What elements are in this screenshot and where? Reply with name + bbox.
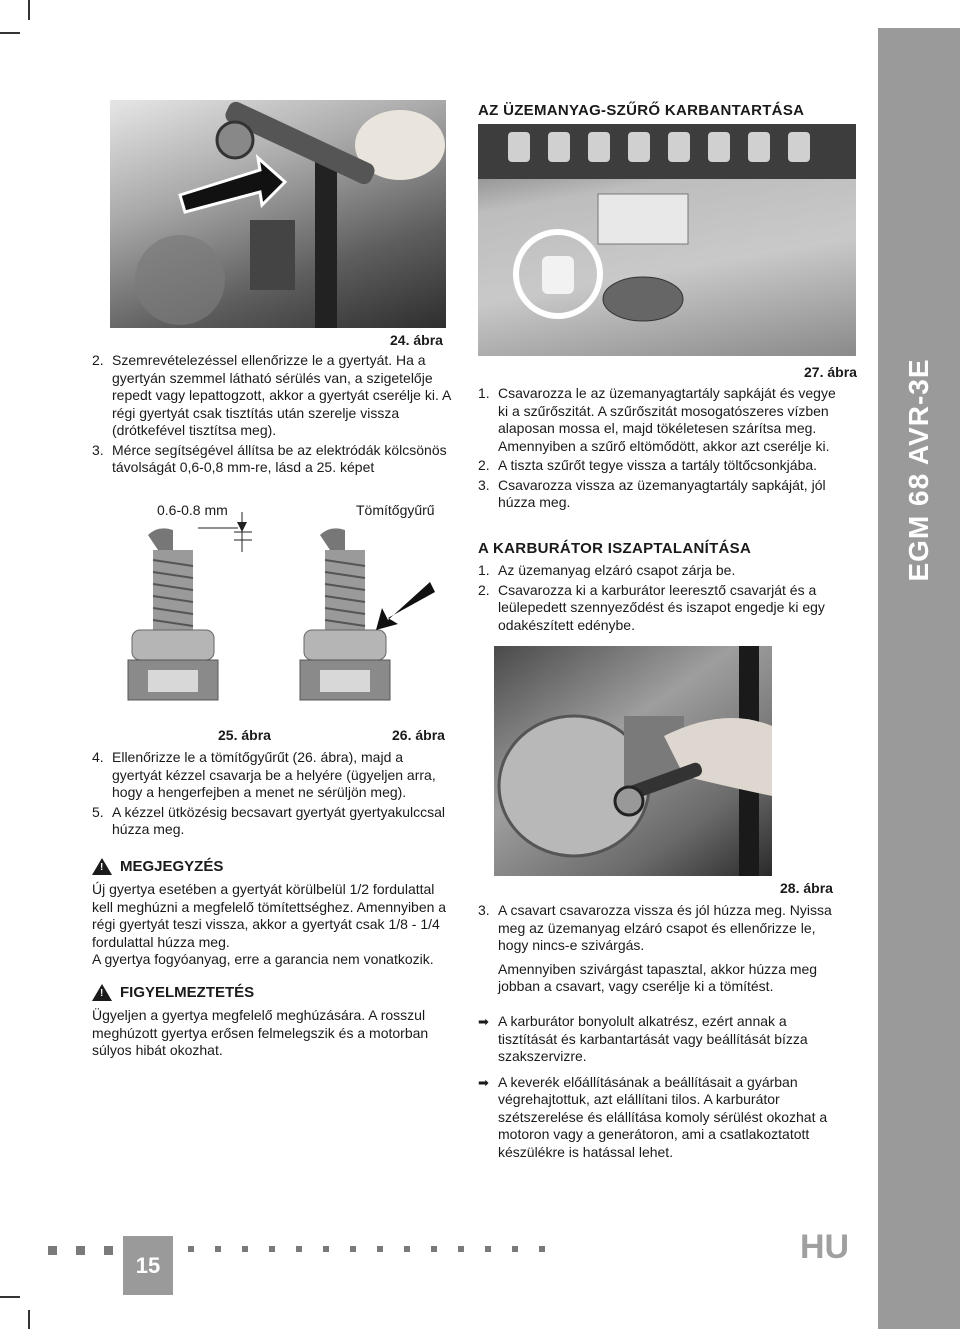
arrow-note	[478, 1074, 848, 1162]
arrow-right-icon: ➡	[478, 1014, 489, 1029]
figure-27-caption: 27. ábra	[804, 364, 857, 380]
sidebar-model: EGM 68 AVR-3E	[903, 358, 934, 582]
arrow-note-text: A keverék előállításának a beállításait a gyárban végrehajtottuk, azt elállítani tilos. A karburátor szétszerelése és elállítása komoly sérülést okozhat a motoron vagy a generátoron, ami a csatlakoztatott készülékre is hatással lehet.	[498, 1073, 828, 1160]
footer-square	[350, 1246, 356, 1252]
seal-label: Tömítőgyűrű	[356, 502, 435, 518]
language-code: HU	[800, 1228, 850, 1266]
footer-square	[215, 1246, 221, 1252]
list-number: 2.	[92, 352, 104, 368]
footer-square	[188, 1246, 194, 1252]
list-item	[478, 582, 848, 635]
figure-25-caption: 25. ábra	[218, 727, 271, 743]
figure-27-drawing	[478, 124, 856, 356]
crop-mark	[0, 32, 20, 34]
footer-square	[377, 1246, 383, 1252]
note-text: Új gyertya esetében a gyertyát körülbelül 1/2 fordulattal kell meghúzni a megfelelő tömítettséghez. Amennyiben a régi gyertyát teszi vissza, akkor a gyertyát csak 1/8 - 1/4 fordulattal húzza meg.	[92, 881, 447, 950]
list-number: 3.	[92, 441, 104, 458]
footer-square	[269, 1246, 275, 1252]
footer-square	[512, 1246, 518, 1252]
page-number: 15	[123, 1236, 173, 1295]
warning-title: FIGYELMEZTETÉS	[120, 984, 255, 1001]
list-text: Szemrevételezéssel ellenőrizze le a gyertyát. Ha a gyertyán szemmel látható sérülés van, a szigetelője repedt vagy lepattogzott, akkor a gyertyát cserélje ki. A régi gyertyát csak tisztítás után szerelje vissza (drótkefével tisztítsa meg).	[112, 352, 451, 438]
figure-28-drawing	[494, 646, 772, 876]
figure-24-drawing	[110, 100, 446, 328]
figure-24-photo	[110, 100, 446, 328]
gap-indicator	[234, 512, 254, 552]
plug-steps-a	[92, 352, 452, 479]
spark-plug-25	[118, 520, 238, 720]
crop-mark	[28, 1310, 30, 1329]
carb-arrow-notes	[478, 1013, 848, 1169]
list-number: 4.	[92, 749, 104, 765]
list-text: Csavarozza le az üzemanyagtartály sapkáját és vegye ki a szűrőszitát. A szűrőszitát mosogatószeres vízben alaposan mossa el, majd tökéletesen szárítsa meg. Amennyiben a szűrő eltömődött, akkor azt cserélje ki.	[498, 385, 836, 454]
list-item	[478, 562, 848, 580]
list-text: A tiszta szűrőt tegye vissza a tartály töltőcsonkjába.	[498, 457, 818, 473]
gap-label: 0.6-0.8 mm	[157, 502, 228, 518]
footer-square	[323, 1246, 329, 1252]
filter-title: AZ ÜZEMANYAG-SZŰRŐ KARBANTARTÁSA	[478, 102, 805, 119]
list-number: 5.	[92, 803, 104, 820]
list-number: 2.	[478, 581, 490, 598]
footer-square	[242, 1246, 248, 1252]
warning-box	[92, 984, 452, 1060]
list-item	[92, 749, 452, 802]
list-text: Csavarozza ki a karburátor leeresztő csavarját és a leülepedett szennyeződést és iszapot engedje ki egy odakészített edénybe.	[498, 581, 825, 633]
list-number: 2.	[478, 457, 490, 473]
warning-triangle-icon: !	[92, 984, 112, 1001]
seal-arrow-icon	[376, 582, 435, 630]
list-item	[92, 352, 452, 440]
list-item	[478, 457, 848, 475]
list-item	[92, 442, 452, 477]
warning-text: Ügyeljen a gyertya megfelelő meghúzására. A rosszul meghúzott gyertya erősen felmelegszik és a motorban súlyos hibát okozhat.	[92, 1007, 429, 1058]
footer-square	[485, 1246, 491, 1252]
arrow-note	[478, 1013, 848, 1066]
warning-heading	[92, 984, 452, 1001]
carb-title: A KARBURÁTOR ISZAPTALANÍTÁSA	[478, 540, 752, 557]
figure-27-photo	[478, 124, 856, 356]
list-number: 1.	[478, 562, 490, 578]
arrow-right-icon: ➡	[478, 1074, 489, 1090]
footer-square	[539, 1246, 545, 1252]
list-text: Mérce segítségével állítsa be az elektródák kölcsönös távolságát 0,6-0,8 mm-re, lásd a 25. képet	[112, 441, 447, 475]
footer-square	[431, 1246, 437, 1252]
list-text: Az üzemanyag elzáró csapot zárja be.	[498, 562, 736, 578]
warning-triangle-icon: !	[92, 858, 112, 875]
note-heading	[92, 858, 452, 875]
plug-steps-b	[92, 749, 452, 841]
list-text: Ellenőrizze le a tömítőgyűrűt (26. ábra), majd a gyertyát kézzel csavarja be a helyére (ügyeljen arra, hogy a hengerfejben a menet ne sérüljön meg).	[112, 749, 436, 800]
sidebar-band	[878, 28, 960, 1329]
list-number: 3.	[478, 476, 490, 493]
list-number: 1.	[478, 385, 490, 401]
note-text-2: A gyertya fogyóanyag, erre a garancia nem vonatkozik.	[92, 951, 434, 967]
carb-step-3	[478, 902, 848, 996]
footer-square	[296, 1246, 302, 1252]
list-item	[478, 385, 848, 455]
note-title: MEGJEGYZÉS	[120, 858, 224, 875]
figure-24-caption: 24. ábra	[390, 332, 443, 348]
figure-28-photo	[494, 646, 772, 876]
crop-mark	[28, 0, 30, 20]
carb-step-3-extra: Amennyiben szivárgást tapasztal, akkor húzza meg jobban a csavart, vagy cserélje ki a tömítést.	[498, 960, 818, 994]
figure-26-caption: 26. ábra	[392, 727, 445, 743]
list-text: A kézzel ütközésig becsavart gyertyát gyertyakulccsal húzza meg.	[112, 803, 446, 837]
list-item: 3. A csavart csavarozza vissza és jól húzza meg. Nyissa meg az üzemanyag elzáró csapot és ellenőrizze le, hogy nincs-e szivárgás.	[478, 902, 832, 953]
spark-plug-26	[290, 520, 450, 720]
filter-steps	[478, 385, 848, 514]
figure-28-caption: 28. ábra	[780, 880, 833, 896]
list-item	[92, 804, 452, 839]
note-box	[92, 858, 452, 969]
list-text: Csavarozza vissza az üzemanyagtartály sapkáját, jól húzza meg.	[498, 476, 826, 510]
list-item	[478, 477, 848, 512]
carb-steps	[478, 562, 848, 636]
footer-square	[458, 1246, 464, 1252]
crop-mark	[0, 1296, 20, 1298]
arrow-note-text: A karburátor bonyolult alkatrész, ezért annak a tisztítását és karbantartását vagy beállítását bízza szakszervizre.	[498, 1013, 808, 1064]
footer-square	[404, 1246, 410, 1252]
